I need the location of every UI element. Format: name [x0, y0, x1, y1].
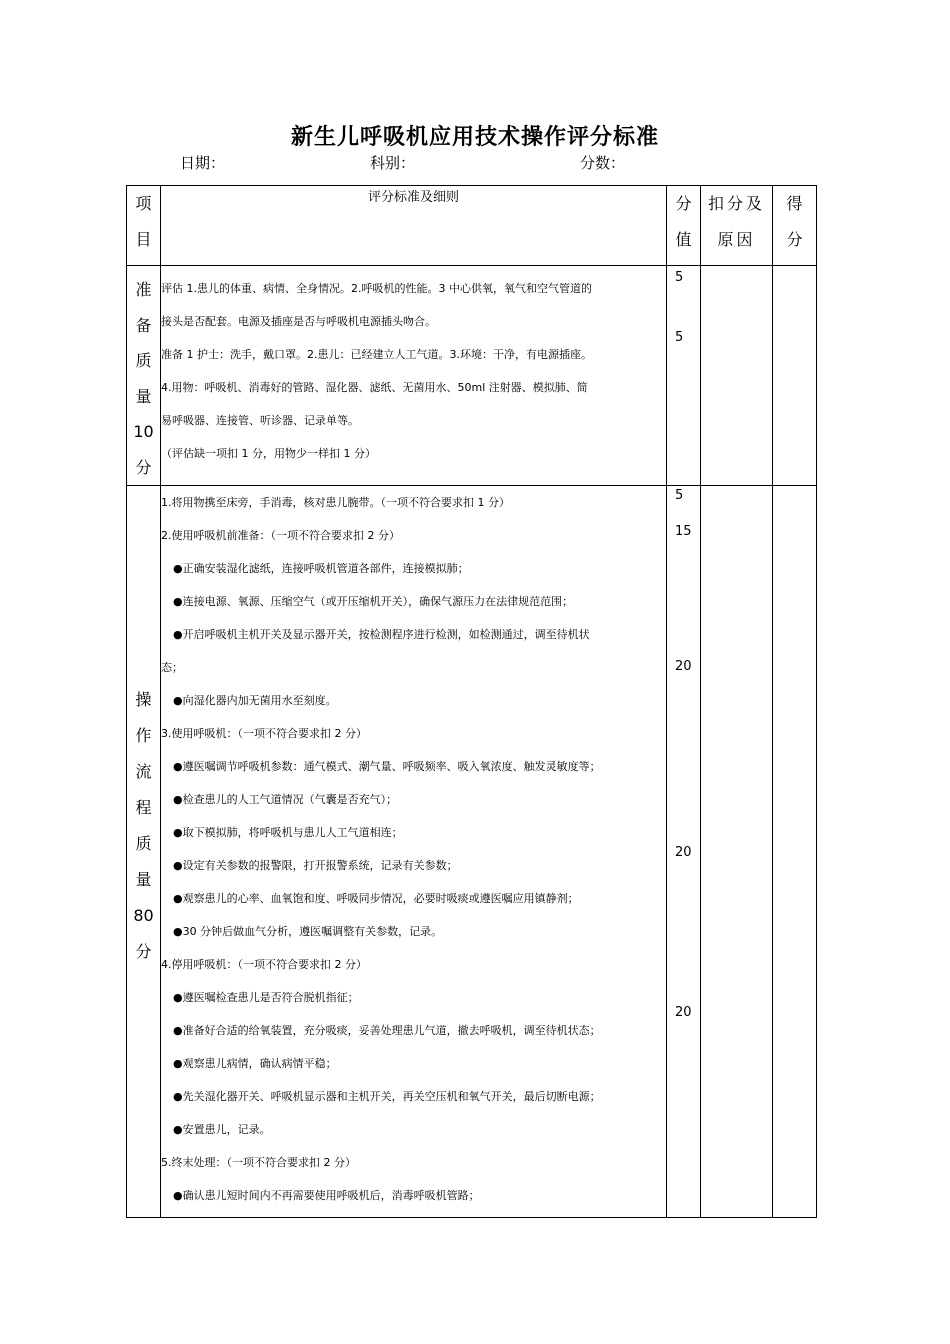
header-project: 项 目: [127, 186, 161, 266]
content-line: ●遵医嘱调节呼吸机参数：通气模式、潮气量、呼吸频率、吸入氧浓度、触发灵敏度等；: [173, 760, 601, 773]
page-title: 新生儿呼吸机应用技术操作评分标准: [290, 125, 659, 150]
deduction-cell: [701, 486, 773, 1218]
header-deduction: 扣分及 原因: [701, 186, 773, 266]
section-scores-preparation: [667, 266, 701, 486]
table-row: [127, 266, 817, 486]
content-line: ●先关湿化器开关、呼吸机显示器和主机开关，再关空压机和氧气开关，最后切断电源；: [173, 1090, 601, 1103]
content-line: 2.使用呼吸机前准备：（一项不符合要求扣 2 分）: [161, 529, 400, 542]
content-line: 易呼吸器、连接管、听诊器、记录单等。: [161, 414, 359, 427]
department-label: 科别：: [370, 154, 416, 172]
content-line: ●设定有关参数的报警限，打开报警系统，记录有关参数；: [173, 859, 458, 872]
score-value: 5: [675, 488, 684, 503]
content-line: ●准备好合适的给氧装置，充分吸痰，妥善处理患儿气道，撤去呼吸机，调至待机状态；: [173, 1024, 601, 1037]
content-line: ●检查患儿的人工气道情况（气囊是否充气）；: [173, 793, 398, 806]
content-line: ●安置患儿，记录。: [173, 1123, 271, 1136]
score-value: 20: [675, 659, 692, 674]
header-obtained: 得 分: [773, 186, 817, 266]
content-line: ●确认患儿短时间内不再需要使用呼吸机后，消毒呼吸机管路；: [173, 1189, 480, 1202]
content-line: ●遵医嘱检查患儿是否符合脱机指征；: [173, 991, 359, 1004]
table-row: [127, 486, 817, 1218]
section-name-preparation: 准 备 质 量 10 分: [127, 266, 161, 486]
content-line: 态；: [161, 661, 183, 674]
content-line: ●观察患儿的心率、血氧饱和度、呼吸同步情况，必要时吸痰或遵医嘱应用镇静剂；: [173, 892, 579, 905]
score-value: 15: [675, 524, 692, 539]
scoring-table: [126, 185, 817, 1218]
score-value: 5: [675, 270, 684, 285]
content-line: ●连接电源、氧源、压缩空气（或开压缩机开关），确保气源压力在法律规范范围；: [173, 595, 574, 608]
section-content-preparation: [161, 266, 667, 486]
header-score: 分 值: [667, 186, 701, 266]
deduction-cell: [701, 266, 773, 486]
content-line: 接头是否配套。电源及插座是否与呼吸机电源插头吻合。: [161, 315, 436, 328]
score-value: 20: [675, 845, 692, 860]
content-line: 1.将用物携至床旁，手消毒，核对患儿腕带。（一项不符合要求扣 1 分）: [161, 496, 510, 509]
content-line: ●开启呼吸机主机开关及显示器开关，按检测程序进行检测，如检测通过，调至待机状: [173, 628, 590, 641]
section-scores-procedure: [667, 486, 701, 1218]
content-line: 评估 1.患儿的体重、病情、全身情况。2.呼吸机的性能。3 中心供氧，氧气和空气管道的: [161, 282, 592, 295]
content-line: （评估缺一项扣 1 分，用物少一样扣 1 分）: [161, 447, 376, 460]
content-line: 准备 1 护士：洗手，戴口罩。2.患儿：已经建立人工气道。3.环境：干净，有电源插座。: [161, 348, 592, 361]
obtained-cell: [773, 266, 817, 486]
score-value: 20: [675, 1005, 692, 1020]
score-value: 5: [675, 330, 684, 345]
obtained-cell: [773, 486, 817, 1218]
date-label: 日期：: [180, 154, 226, 172]
table-header-row: [127, 186, 817, 266]
content-line: 3.使用呼吸机：（一项不符合要求扣 2 分）: [161, 727, 367, 740]
content-line: 5.终末处理：（一项不符合要求扣 2 分）: [161, 1156, 356, 1169]
content-line: ●30 分钟后做血气分析，遵医嘱调整有关参数，记录。: [173, 925, 443, 938]
section-name-procedure: 操 作 流 程 质 量 80 分: [127, 486, 161, 1218]
content-line: ●观察患儿病情，确认病情平稳；: [173, 1057, 337, 1070]
content-line: 4.停用呼吸机：（一项不符合要求扣 2 分）: [161, 958, 367, 971]
content-line: 4.用物：呼吸机、消毒好的管路、湿化器、滤纸、无菌用水、50ml 注射器、模拟肺、简: [161, 381, 588, 394]
section-content-procedure: [161, 486, 667, 1218]
header-standard: 评分标准及细则: [161, 186, 667, 266]
content-line: ●向湿化器内加无菌用水至刻度。: [173, 694, 337, 707]
score-label: 分数：: [580, 154, 626, 172]
content-line: ●正确安装湿化滤纸，连接呼吸机管道各部件，连接模拟肺；: [173, 562, 469, 575]
content-line: ●取下模拟肺，将呼吸机与患儿人工气道相连；: [173, 826, 403, 839]
